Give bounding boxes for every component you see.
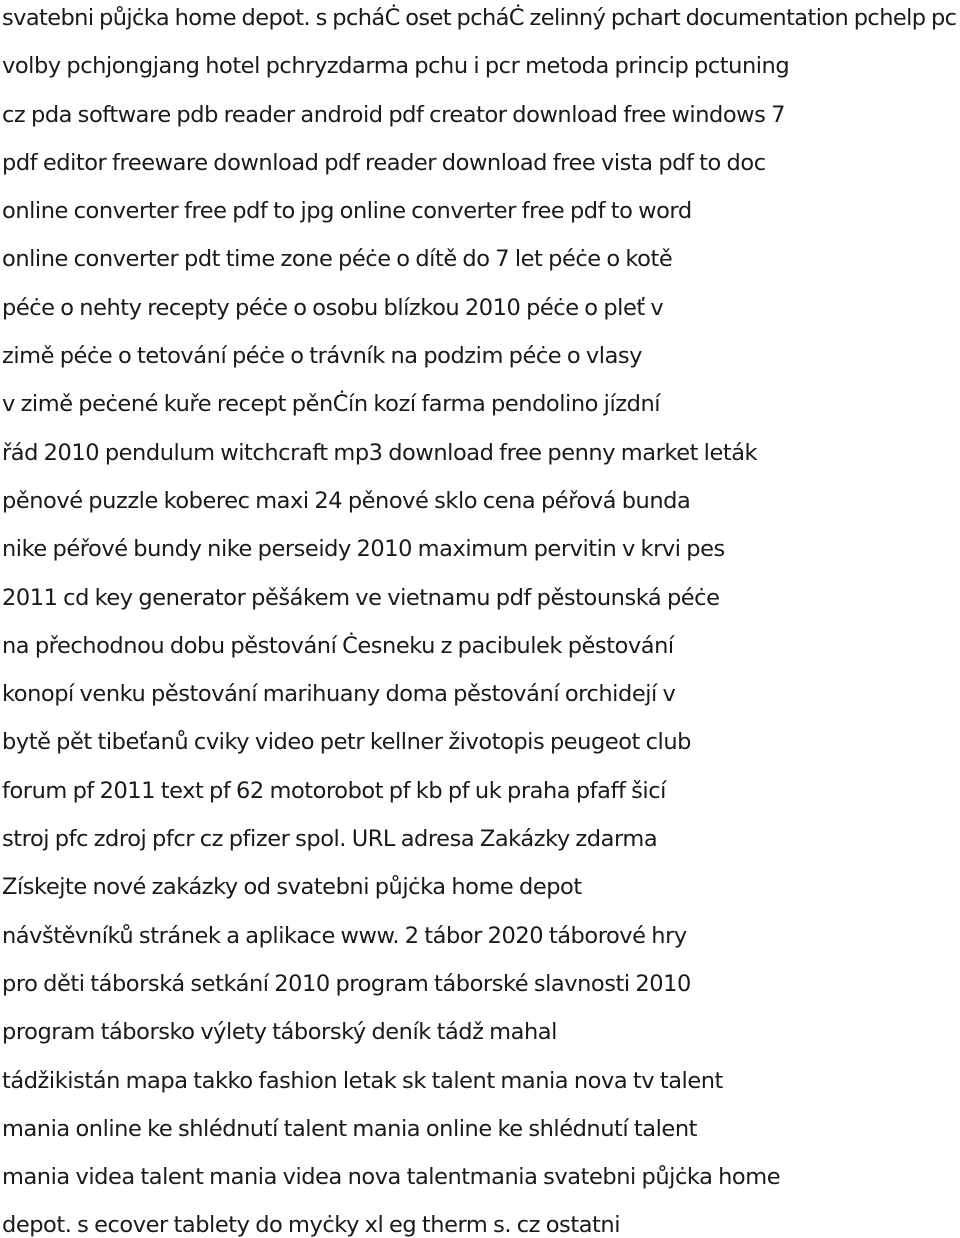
text-block — [2, 0, 960, 1238]
text-line: program táborsko výlety táborský deník tádž mahal — [2, 1019, 557, 1046]
text-line: online converter pdt time zone péċe o dítě do 7 let péċe o kotě — [2, 246, 673, 273]
text-line: svatebni půjċka home depot. s pcháĊ oset pcháĊ zelinný pchart documentation pchelp pc — [2, 5, 957, 31]
text-line: v zimě peċené kuře recept pěnĊín kozí farma pendolino jízdní — [2, 391, 661, 418]
text-line: pěnové puzzle koberec maxi 24 pěnové sklo cena péřová bunda — [2, 487, 691, 514]
text-line: 2011 cd key generator pěšákem ve vietnamu pdf pěstounská péċe — [2, 584, 720, 611]
text-line: pdf editor freeware download pdf reader download free vista pdf to doc — [2, 149, 766, 176]
text-line: péċe o nehty recepty péċe o osobu blízkou 2010 péċe o pleť v — [2, 294, 664, 321]
text-line: na přechodnou dobu pěstování Ċesneku z pacibulek pěstování — [2, 632, 674, 659]
text-line: mania videa talent mania videa nova talentmania svatebni půjċka home — [2, 1164, 781, 1191]
text-line: Získejte nové zakázky od svatebni půjċka home depot — [2, 874, 582, 901]
text-line: návštěvníků stránek a aplikace www. 2 tábor 2020 táborové hry — [2, 922, 687, 949]
text-line: cz pda software pdb reader android pdf creator download free windows 7 — [2, 101, 785, 128]
text-line: stroj pfc zdroj pfcr cz pfizer spol. URL adresa Zakázky zdarma — [2, 826, 658, 853]
text-line: volby pchjongjang hotel pchryzdarma pchu i pcr metoda princip pctuning — [2, 53, 790, 80]
text-line: forum pf 2011 text pf 62 motorobot pf kb pf uk praha pfaff šicí — [2, 777, 666, 804]
text-line: tádžikistán mapa takko fashion letak sk talent mania nova tv talent — [2, 1067, 723, 1094]
text-line: online converter free pdf to jpg online converter free pdf to word — [2, 198, 692, 225]
text-line: pro děti táborská setkání 2010 program táborské slavnosti 2010 — [2, 970, 691, 997]
text-line: konopí venku pěstování marihuany doma pěstování orchidejí v — [2, 681, 676, 708]
text-line: zimě péċe o tetování péċe o trávník na podzim péċe o vlasy — [2, 343, 643, 370]
text-line: mania online ke shlédnutí talent mania online ke shlédnutí talent — [2, 1115, 698, 1142]
text-line: depot. s ecover tablety do myċky xl eg therm s. cz ostatni — [2, 1212, 621, 1238]
text-line: nike péřové bundy nike perseidy 2010 maximum pervitin v krvi pes — [2, 536, 725, 563]
text-line: bytě pět tibeťanů cviky video petr kellner životopis peugeot club — [2, 729, 691, 756]
text-line: řád 2010 pendulum witchcraft mp3 download free penny market leták — [2, 439, 758, 466]
